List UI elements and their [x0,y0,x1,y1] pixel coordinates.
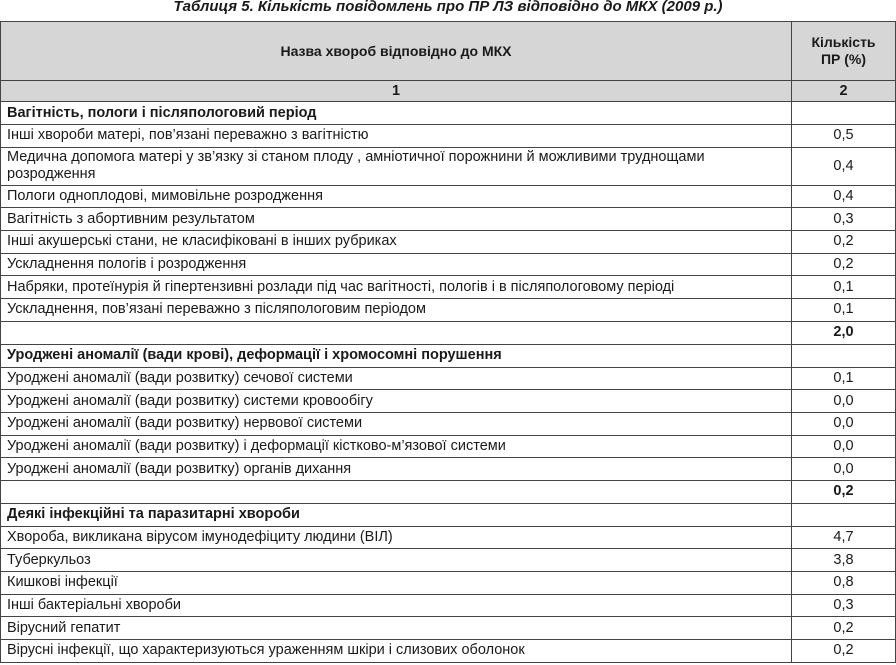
table-row [1,549,896,572]
table-row [1,458,896,481]
disease-name: Уроджені аномалії (вади розвитку) сечової системи [1,367,792,390]
adr-percent: 0,3 [792,208,896,231]
adr-percent: 0,1 [792,299,896,322]
column-number-2: 2 [792,81,896,102]
adr-percent: 0,4 [792,185,896,208]
table-row [1,435,896,458]
disease-name: Уроджені аномалії (вади розвитку) органів дихання [1,458,792,481]
section-total-value: 0,2 [792,480,896,503]
adr-percent: 4,7 [792,526,896,549]
adr-percent: 0,0 [792,435,896,458]
adr-percent: 0,4 [792,147,896,185]
disease-name: Хвороба, викликана вірусом імунодефіциту людини (ВІЛ) [1,526,792,549]
adr-percent: 0,1 [792,367,896,390]
disease-name: Інші бактеріальні хвороби [1,594,792,617]
disease-name: Кишкові інфекції [1,572,792,595]
disease-name: Медична допомога матері у зв’язку зі станом плоду , амніотичної порожнини й можливими труднощами розродження [1,147,792,185]
table-row [1,572,896,595]
section-row [1,344,896,367]
column-header-count-line1: Кількість [811,34,876,50]
disease-name: Уроджені аномалії (вади розвитку) системи кровообігу [1,390,792,413]
disease-name: Уроджені аномалії (вади розвитку) і деформації кістково-м’язової системи [1,435,792,458]
table-row [1,367,896,390]
section-title: Вагітність, пологи і післяпологовий період [1,102,792,125]
disease-name: Набряки, протеїнурія й гіпертензивні розлади під час вагітності, пологів і в післяпологовому періоді [1,276,792,299]
table-row [1,617,896,640]
section-row [1,503,896,526]
table-row [1,640,896,663]
adr-table [0,21,896,663]
disease-name: Туберкульоз [1,549,792,572]
column-header-count [792,22,896,81]
table-caption: Таблиця 5. Кількість повідомлень про ПР ЛЗ відповідно до МКХ (2009 р.) [173,0,723,15]
section-total-label-empty [1,321,792,344]
section-total-row [1,480,896,503]
adr-percent: 0,2 [792,231,896,254]
table-row [1,253,896,276]
disease-name: Ускладнення, пов’язані переважно з післяпологовим періодом [1,299,792,322]
column-number-1: 1 [1,81,792,102]
disease-name: Інші хвороби матері, пов’язані переважно з вагітністю [1,125,792,148]
adr-percent: 0,1 [792,276,896,299]
disease-name: Вірусні інфекції, що характеризуються ураженням шкіри і слизових оболонок [1,640,792,663]
section-total-value: 2,0 [792,321,896,344]
section-total-label-empty [1,480,792,503]
table-row [1,390,896,413]
table-header [1,22,896,102]
adr-percent: 0,3 [792,594,896,617]
adr-percent: 0,5 [792,125,896,148]
adr-percent: 0,0 [792,458,896,481]
disease-name: Уроджені аномалії (вади розвитку) нервової системи [1,412,792,435]
table-row [1,526,896,549]
disease-name: Пологи одноплодові, мимовільне розродження [1,185,792,208]
section-value-empty [792,102,896,125]
table-row [1,185,896,208]
adr-percent: 0,2 [792,253,896,276]
section-value-empty [792,503,896,526]
adr-percent: 0,2 [792,617,896,640]
table-row [1,276,896,299]
table-body [1,102,896,663]
table-row [1,299,896,322]
disease-name: Інші акушерські стани, не класифіковані в інших рубриках [1,231,792,254]
adr-percent: 3,8 [792,549,896,572]
section-title: Уроджені аномалії (вади крові), деформації і хромосомні порушення [1,344,792,367]
table-row [1,125,896,148]
table-row [1,208,896,231]
table-row [1,412,896,435]
table-row [1,147,896,185]
disease-name: Вагітність з абортивним результатом [1,208,792,231]
column-header-disease-name: Назва хвороб відповідно до МКХ [1,22,792,81]
table-row [1,594,896,617]
column-header-count-line2: ПР (%) [820,51,867,67]
adr-percent: 0,8 [792,572,896,595]
section-value-empty [792,344,896,367]
adr-percent: 0,0 [792,390,896,413]
section-total-row [1,321,896,344]
adr-percent: 0,0 [792,412,896,435]
disease-name: Вірусний гепатит [1,617,792,640]
table-row [1,231,896,254]
section-title: Деякі інфекційні та паразитарні хвороби [1,503,792,526]
disease-name: Ускладнення пологів і розродження [1,253,792,276]
section-row [1,102,896,125]
adr-percent: 0,2 [792,640,896,663]
